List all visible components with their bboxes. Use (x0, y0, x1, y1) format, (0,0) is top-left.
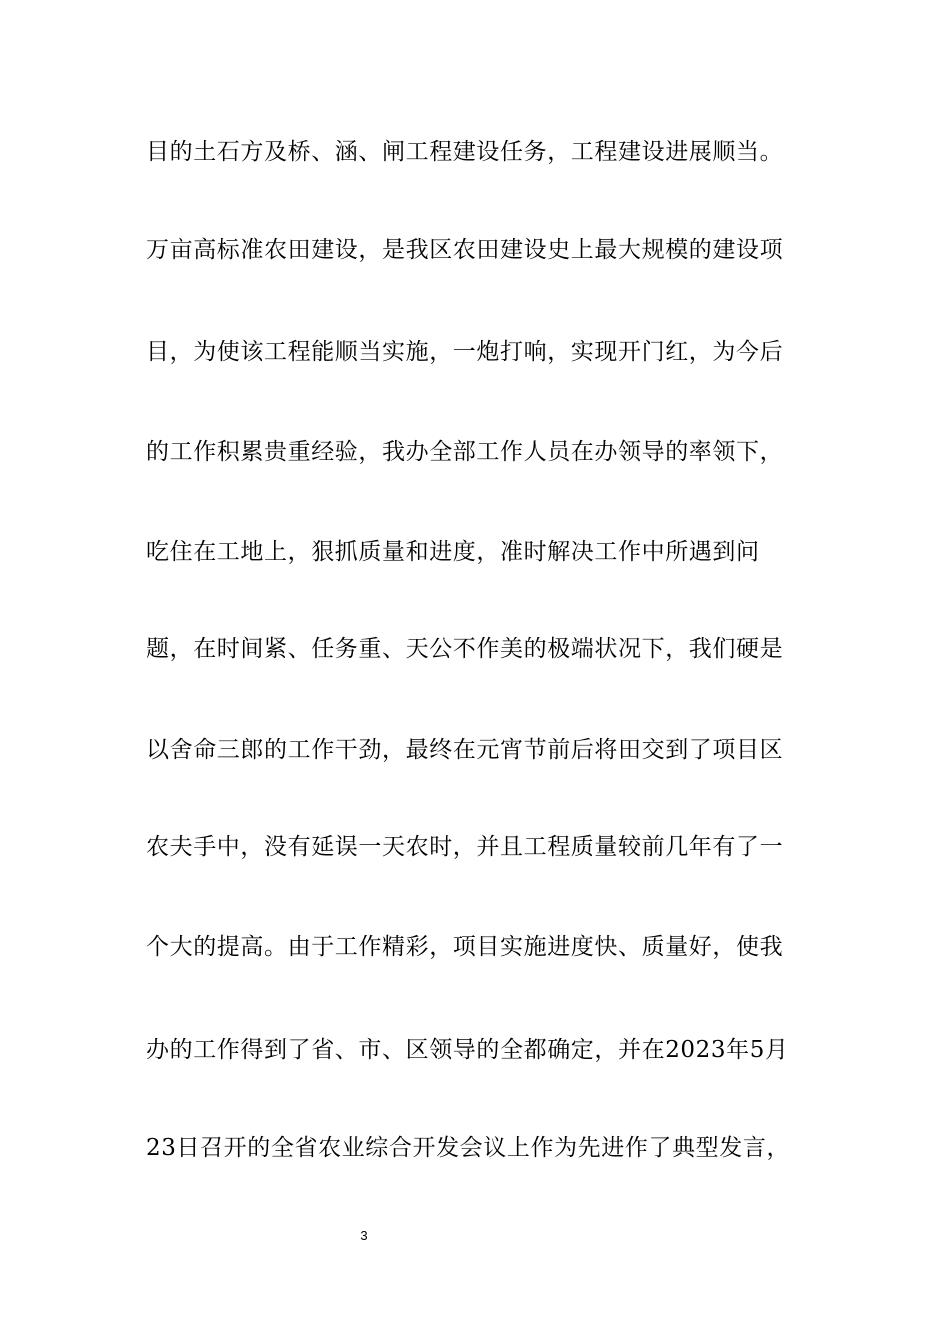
paragraph-line: 办的工作得到了省、市、区领导的全都确定，并在2023年5月 (146, 1037, 789, 1063)
paragraph-line: 题，在时间紧、任务重、天公不作美的极端状况下，我们硬是 (146, 636, 784, 662)
paragraph-line: 个大的提高。由于工作精彩，项目实施进度快、质量好，使我 (146, 934, 784, 960)
paragraph-line: 农夫手中，没有延误一天农时，并且工程质量较前几年有了一 (146, 834, 784, 860)
paragraph-line: 目，为使该工程能顺当实施，一炮打响，实现开门红，为今后 (146, 339, 784, 365)
paragraph-line: 23日召开的全省农业综合开发会议上作为先进作了典型发言， (146, 1135, 791, 1161)
paragraph-line: 万亩高标准农田建设，是我区农田建设史上最大规模的建设项 (146, 237, 784, 263)
paragraph-line: 的工作积累贵重经验，我办全部工作人员在办领导的率领下， (146, 439, 784, 465)
paragraph-line: 吃住在工地上，狠抓质量和进度，准时解决工作中所遇到问 (146, 539, 760, 565)
paragraph-line: 以舍命三郎的工作干劲，最终在元宵节前后将田交到了项目区 (146, 737, 784, 763)
page-number: 3 (360, 1228, 368, 1243)
paragraph-line: 目的土石方及桥、涵、闸工程建设任务，工程建设进展顺当。 (146, 139, 784, 165)
